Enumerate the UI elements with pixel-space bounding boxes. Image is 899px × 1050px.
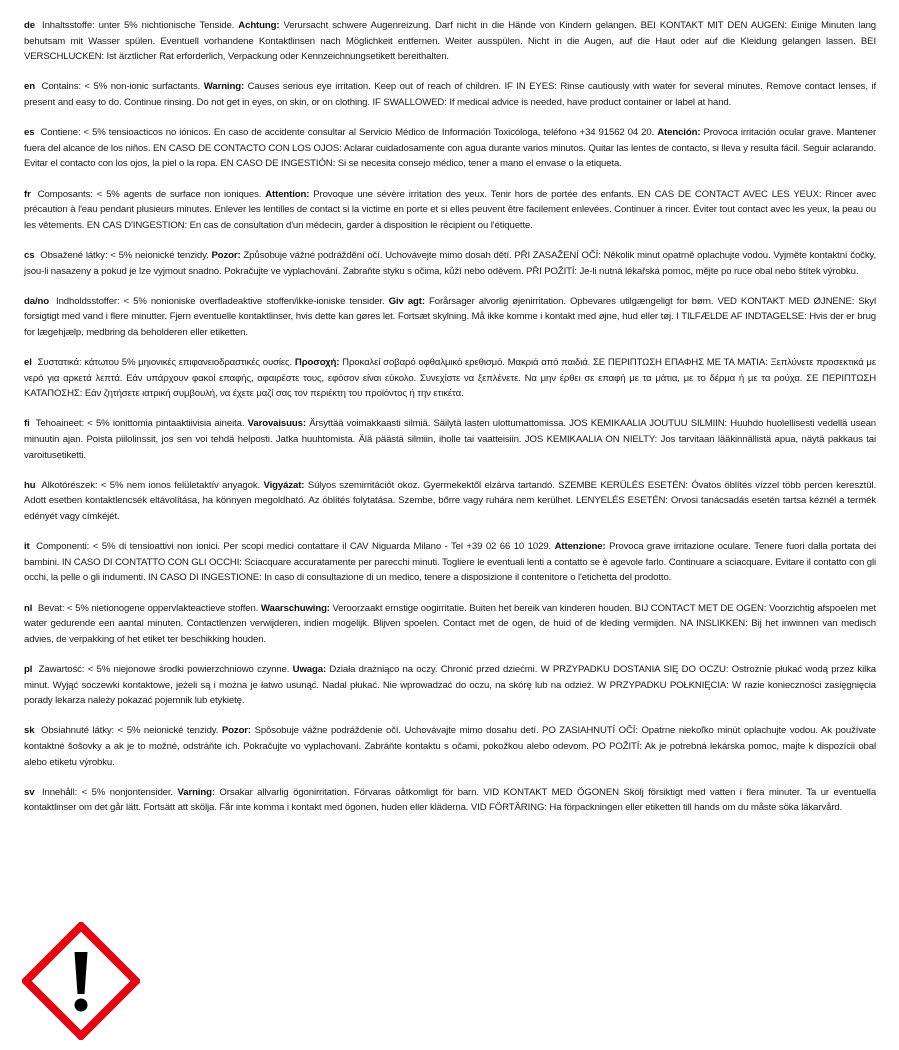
exclamation-dot: [75, 999, 88, 1012]
language-code: cs: [24, 249, 35, 261]
hazard-text: Spôsobuje vážne podráždenie očí. Uchovávajte mimo dosahu detí. PO ZASIAHNUTÍ OČÍ: Opatrne niekoľko minút oplachujte vodou. Ak používate kontaktné šošovky a ak je to možné, odstráňte ich. Pokračujte vo vyplachovaní. Zabráňte kontaktu s očami, pokožkou alebo odevom. PO POŽITÍ: Ak je potrebná lekárska pomoc, majte k dispozícii obal alebo etiketu výrobku.: [24, 725, 876, 768]
ingredients-text: Contains: < 5% non-ionic surfactants.: [41, 81, 201, 93]
ingredients-text: Zawartość: < 5% niejonowe środki powierzchniowo czynne.: [38, 663, 290, 675]
section-sv: [24, 785, 876, 816]
ingredients-text: Innehåll: < 5% nonjontensider.: [41, 786, 173, 798]
ingredients-text: Indholdsstoffer: < 5% nonioniske overfladeaktive stoffen/ikke-ioniske tensider.: [56, 295, 385, 307]
hazard-text: Ärsyttää voimakkaasti silmiä. Säilytä lasten ulottumattomissa. JOS KEMIKAALIA JOUTUU SILMIIN: Huuhdo huolellisesti vedellä usean minuutin ajan. Poista piilolinssit, jos sen voi tehdä helposti. Jatka huuhtomista. Älä päästä silmiin, iholle tai vaatteisiin. JOS KEMIKAALIA ON NIELTY: Jos tarvitaan lääkinnällistä apua, näytä pakkaus tai varoitusetiketti.: [24, 418, 877, 461]
hazard-text: Orsakar allvarlig ögonirritation. Förvaras oåtkomligt för barn. VID KONTAKT MED ÖGONEN Skölj försiktigt med vatten i flera minuter. Ta ur eventuella kontaktlinser om det går lätt. Fortsätt att skölja. Får inte komma i kontakt med ögonen, huden eller kläderna. VID FÖRTÄRING: Ha förpackningen eller etiketten till hands om du måste söka läkarvård.: [24, 786, 877, 814]
multilingual-warning-sections: [24, 18, 876, 830]
language-code: sv: [24, 786, 35, 798]
language-code: pl: [24, 663, 33, 675]
section-el: [24, 355, 876, 402]
section-cs: [24, 248, 876, 279]
language-code: de: [24, 20, 35, 31]
section-fi: [24, 416, 876, 463]
hazard-text: Veroorzaakt ernstige oogirritatie. Buiten het bereik van kinderen houden. BIJ CONTACT MET DE OGEN: Voorzichtig afspoelen met water gedurende een aantal minuten. Contactlenzen verwijderen, indien mogelijk. Blijven spoelen. Contact met de ogen, de huid of de kleding vermijden. NA INSLIKKEN: Bij het inwinnen van medisch advies, de verpakking of het etiket ter beschikking houden.: [24, 602, 877, 645]
language-code: fr: [24, 188, 31, 200]
signal-word: Varning:: [177, 786, 215, 798]
hazard-text: Προκαλεί σοβαρό οφθαλμικό ερεθισμό. Μακριά από παιδιά. ΣΕ ΠΕΡΙΠΤΩΣΗ ΕΠΑΦΗΣ ΜΕ ΤΑ ΜΑΤΙΑ: Ξεπλύνετε προσεκτικά με νερό για αρκετά λεπτά. Εάν υπάρχουν φακοί επαφής, αφαιρέστε τους, εφόσον είναι εύκολο. Συνεχίστε να ξεπλένετε. Να μην έρθει σε επαφή με τα μάτια, με το δέρμα ή με τα ρούχα. ΣΕ ΠΕΡΙΠΤΩΣΗ ΚΑΤΑΠΟΣΗΣ: Εάν ζητήσετε ιατρική συμβουλή, να έχετε μαζί σας τον περιέκτη του προϊόντος ή την ετικέτα.: [24, 357, 876, 400]
signal-word: Vigyázat:: [263, 479, 305, 491]
hazard-text: Provoque une sévère irritation des yeux. Tenir hors de portée des enfants. EN CAS DE CONTACT AVEC LES YEUX: Rincer avec précaution à l'eau pendant plusieurs minutes. Enlever les lentilles de contact si la victime en porte et si elles peuvent être facilement enlevées. Continuer à rincer. Éviter tout contact avec les yeux, la peau ou les vêtements. EN CAS D'INGESTION: En cas de consultation d'un médecin, garder à disposition le récipient ou l'étiquette.: [24, 188, 876, 231]
language-code: en: [24, 81, 35, 93]
language-code: da/no: [24, 295, 49, 307]
section-sk: [24, 723, 876, 770]
section-en: [24, 79, 876, 110]
ingredients-text: Tehoaineet: < 5% ionittomia pintaaktiivisia aineita.: [35, 418, 245, 430]
ingredients-text: Συστατικά: κάτωτου 5% μηιονικές επιφανειοδραστικές ουσίες.: [37, 357, 293, 369]
section-de: [24, 18, 876, 65]
language-code: it: [24, 541, 30, 553]
signal-word: Pozor:: [221, 725, 251, 737]
ingredients-text: Inhaltsstoffe: unter 5% nichtionische Tenside.: [42, 20, 235, 31]
language-code: sk: [24, 725, 35, 737]
signal-word: Uwaga:: [292, 663, 327, 675]
signal-word: Waarschuwing:: [260, 602, 330, 614]
hazard-text: Verursacht schwere Augenreizung. Darf nicht in die Hände von Kindern gelangen. BEI KONTAKT MIT DEN AUGEN: Einige Minuten lang behutsam mit Wasser spülen. Eventuell vorhandene Kontaktlinsen nach Möglichkeit entfernen. Weiter ausspülen. Nicht in die Augen, auf die Haut oder auf die Kleidung gelangen lassen. BEI VERSCHLUCKEN: Ist ärztlicher Rat erforderlich, Verpackung oder Kennzeichnungsetikett bereithalten.: [24, 20, 876, 63]
signal-word: Varovaisuus:: [247, 418, 306, 430]
language-code: hu: [24, 479, 36, 491]
section-pl: [24, 662, 876, 709]
ingredients-text: Obsiahnuté látky: < 5% neionické tenzidy.: [41, 725, 219, 737]
signal-word: Achtung:: [238, 20, 280, 31]
ingredients-text: Obsažené látky: < 5% neionické tenzidy.: [40, 249, 209, 261]
signal-word: Attention:: [265, 188, 310, 200]
section-fr: [24, 187, 876, 234]
section-es: [24, 125, 876, 172]
section-nl: [24, 601, 876, 648]
language-code: el: [24, 357, 32, 369]
signal-word: Atención:: [657, 127, 701, 139]
ingredients-text: Contiene: < 5% tensioacticos no iónicos. En caso de accidente consultar al Servicio Médico de Información Toxicóloga, teléfono +34 91562 04 20.: [40, 127, 655, 139]
language-code: nl: [24, 602, 33, 614]
ingredients-text: Alkotórészek: < 5% nem ionos felületaktív anyagok.: [41, 479, 261, 491]
hazard-text: Forårsager alvorlig øjenirritation. Opbevares utilgængeligt for børn. VED KONTAKT MED ØJNENE: Skyl forsigtigt med vand i flere minutter. Fjern eventuelle kontaktlinser, hvis dette kan gøres let. Fortsæt skylning. Må ikke komme i kontakt med øjne, hud eller tøj. I TILFÆLDE AF INDTAGELSE: Hvis der er brug for lægehjælp, medbring da beholderen eller etiketten.: [24, 295, 877, 338]
signal-word: Giv agt:: [388, 295, 425, 307]
language-code: fi: [24, 418, 30, 430]
hazard-text: Provoca irritación ocular grave. Mantener fuera del alcance de los niños. EN CASO DE CONTACTO CON LOS OJOS: Aclarar cuidadosamente con agua durante varios minutos. Quitar las lentes de contacto, si lleva y resulta fácil. Seguir aclarando. Evitar el contacto con los ojos, la piel o la ropa. EN CASO DE INGESTIÓN: Si se necesita consejo médico, tener a mano el envase o la etiqueta.: [24, 127, 877, 170]
section-da-no: [24, 294, 876, 341]
signal-word: Pozor:: [211, 249, 241, 261]
hazard-text: Provoca grave irritazione oculare. Tenere fuori dalla portata dei bambini. IN CASO DI CONTATTO CON GLI OCCHI: Sciacquare accuratamente per parecchi minuti. Togliere le eventuali lenti a contatto se è agevole farlo. Continuare a sciacquare. Evitare il contatto con gli occhi, la pelle o gli indumenti. IN CASO DI INGESTIONE: In caso di consultazione di un medico, tenere a disposizione il contenitore o l'etichetta del prodotto.: [24, 541, 877, 584]
signal-word: Warning:: [203, 81, 245, 93]
hazard-text: Súlyos szemirritációt okoz. Gyermekektől elzárva tartandó. SZEMBE KERÜLÉS ESETÉN: Óvatos öblítés vízzel több percen keresztül. Adott esetben kontaktlencsék eltávolítása, ha könnyen megoldható. Az öblítés folytatása. Szembe, bőrre vagy ruhára nem kerülhet. LENYELÉS ESETÉN: Orvosi tanácsadás esetén tartsa kéznél a termék edényét vagy címkéjét.: [24, 479, 876, 522]
section-it: [24, 539, 876, 586]
signal-word: Attenzione:: [554, 541, 606, 553]
ingredients-text: Componenti: < 5% di tensioattivi non ionici. Per scopi medici contattare il CAV Niguarda Milano - Tel +39 02 66 10 1029.: [36, 541, 552, 553]
signal-word: Προσοχή:: [294, 357, 340, 369]
hazard-text: Způsobuje vážné podráždění očí. Uchovávejte mimo dosah dětí. PŘI ZASAŽENÍ OČÍ: Několik minut opatrně oplachujte vodou. Vyjměte kontaktní čočky, jsou-li nasazeny a pokud je lze vyjmout snadno. Pokračujte ve vyplachování. Zabraňte styku s očima, kůží nebo oděvem. PŘI POŽITÍ: Je-li nutná lékařská pomoc, mějte po ruce obal nebo štítek výrobku.: [24, 249, 877, 277]
ingredients-text: Bevat: < 5% nietionogene oppervlakteactieve stoffen.: [37, 602, 259, 614]
language-code: es: [24, 127, 35, 139]
hazard-text: Działa drażniąco na oczy. Chronić przed dziećmi. W PRZYPADKU DOSTANIA SIĘ DO OCZU: Ostrożnie płukać wodą przez kilka minut. Wyjąć soczewki kontaktowe, jeżeli są i można je łatwo usunąć. Nadal płukać. Nie wprowadzać do oczu, na skórę lub na odzież. W PRZYPADKU POŁKNIĘCIA: W razie konieczności zasięgnięcia porady lekarza należy pokazać pojemnik lub etykietę.: [24, 663, 876, 707]
ingredients-text: Composants: < 5% agents de surface non ioniques.: [37, 188, 262, 200]
section-hu: [24, 478, 876, 525]
hazard-text: Causes serious eye irritation. Keep out of reach of children. IF IN EYES: Rinse cautiously with water for several minutes. Remove contact lenses, if present and easy to do. Continue rinsing. Do not get in eyes, on skin, or on clothing. IF SWALLOWED: If medical advice is needed, have product container or label at hand.: [24, 81, 877, 108]
ghs07-exclamation-mark-icon: [22, 922, 140, 1040]
